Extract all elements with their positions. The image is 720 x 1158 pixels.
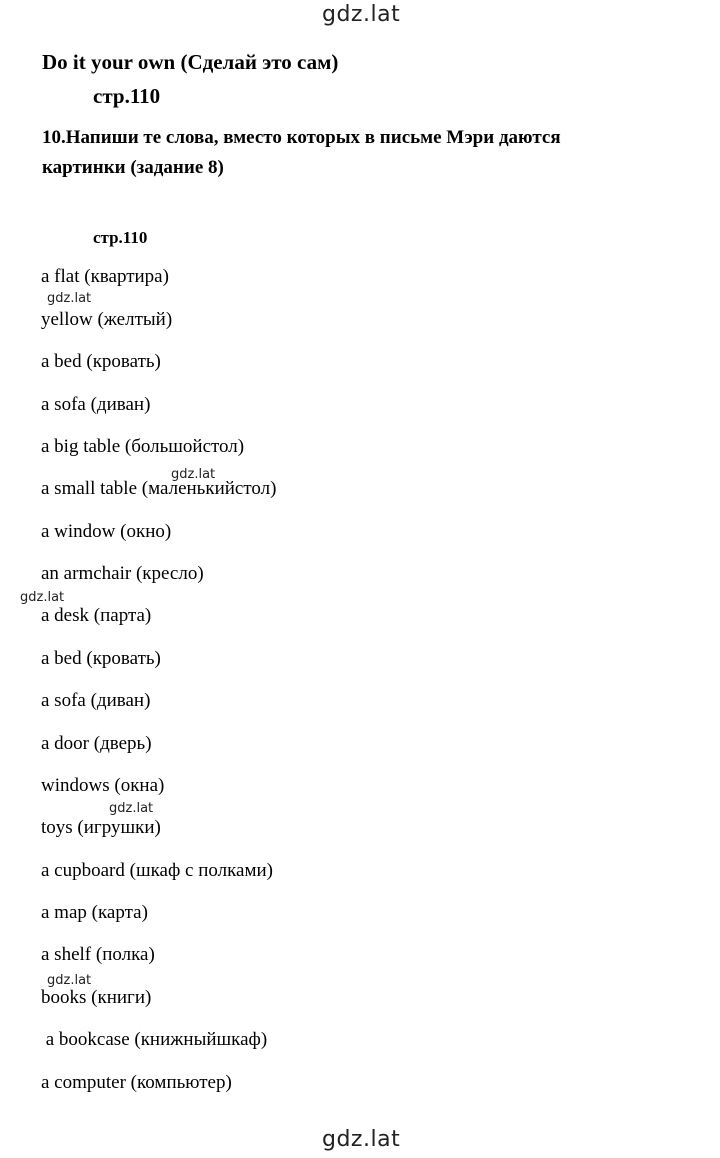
list-item: yellow (желтый)	[41, 309, 173, 330]
list-item: a bed (кровать)	[41, 351, 161, 372]
list-item: a big table (большойстол)	[41, 436, 245, 457]
list-item: a door (дверь)	[41, 733, 152, 754]
list-item: a bed (кровать)	[41, 648, 161, 669]
list-item: an armchair (кресло)	[41, 563, 204, 584]
list-item: a map (карта)	[41, 902, 148, 923]
watermark-4: gdz.lat	[109, 801, 154, 816]
list-item: windows (окна)	[41, 775, 165, 796]
list-item: toys (игрушки)	[41, 817, 161, 838]
section-page-label: стр.110	[93, 228, 148, 247]
watermark-1: gdz.lat	[47, 291, 92, 306]
page-number: стр.110	[93, 84, 161, 108]
list-item: a sofa (диван)	[41, 394, 151, 415]
task-line-1: 10.Напиши те слова, вместо которых в письме Мэри даются	[42, 127, 561, 148]
watermark-5: gdz.lat	[47, 973, 92, 988]
watermark-3: gdz.lat	[20, 590, 65, 605]
list-item: a shelf (полка)	[41, 944, 155, 965]
list-item: a desk (парта)	[41, 605, 152, 626]
list-item: a bookcase (книжныйшкаф)	[41, 1029, 268, 1050]
list-item: a window (окно)	[41, 521, 172, 542]
list-item: a cupboard (шкаф с полками)	[41, 860, 273, 881]
document-title: Do it your own (Сделай это сам)	[42, 50, 339, 74]
list-item: a computer (компьютер)	[41, 1072, 232, 1093]
list-item: a flat (квартира)	[41, 266, 169, 287]
task-line-2: картинки (задание 8)	[42, 157, 224, 178]
list-item: a small table (маленькийстол)	[41, 478, 277, 499]
list-item: books (книги)	[41, 987, 152, 1008]
watermark-bottom: gdz.lat	[322, 1127, 401, 1152]
list-item: a sofa (диван)	[41, 690, 151, 711]
watermark-2: gdz.lat	[171, 467, 216, 482]
watermark-top: gdz.lat	[322, 2, 401, 27]
